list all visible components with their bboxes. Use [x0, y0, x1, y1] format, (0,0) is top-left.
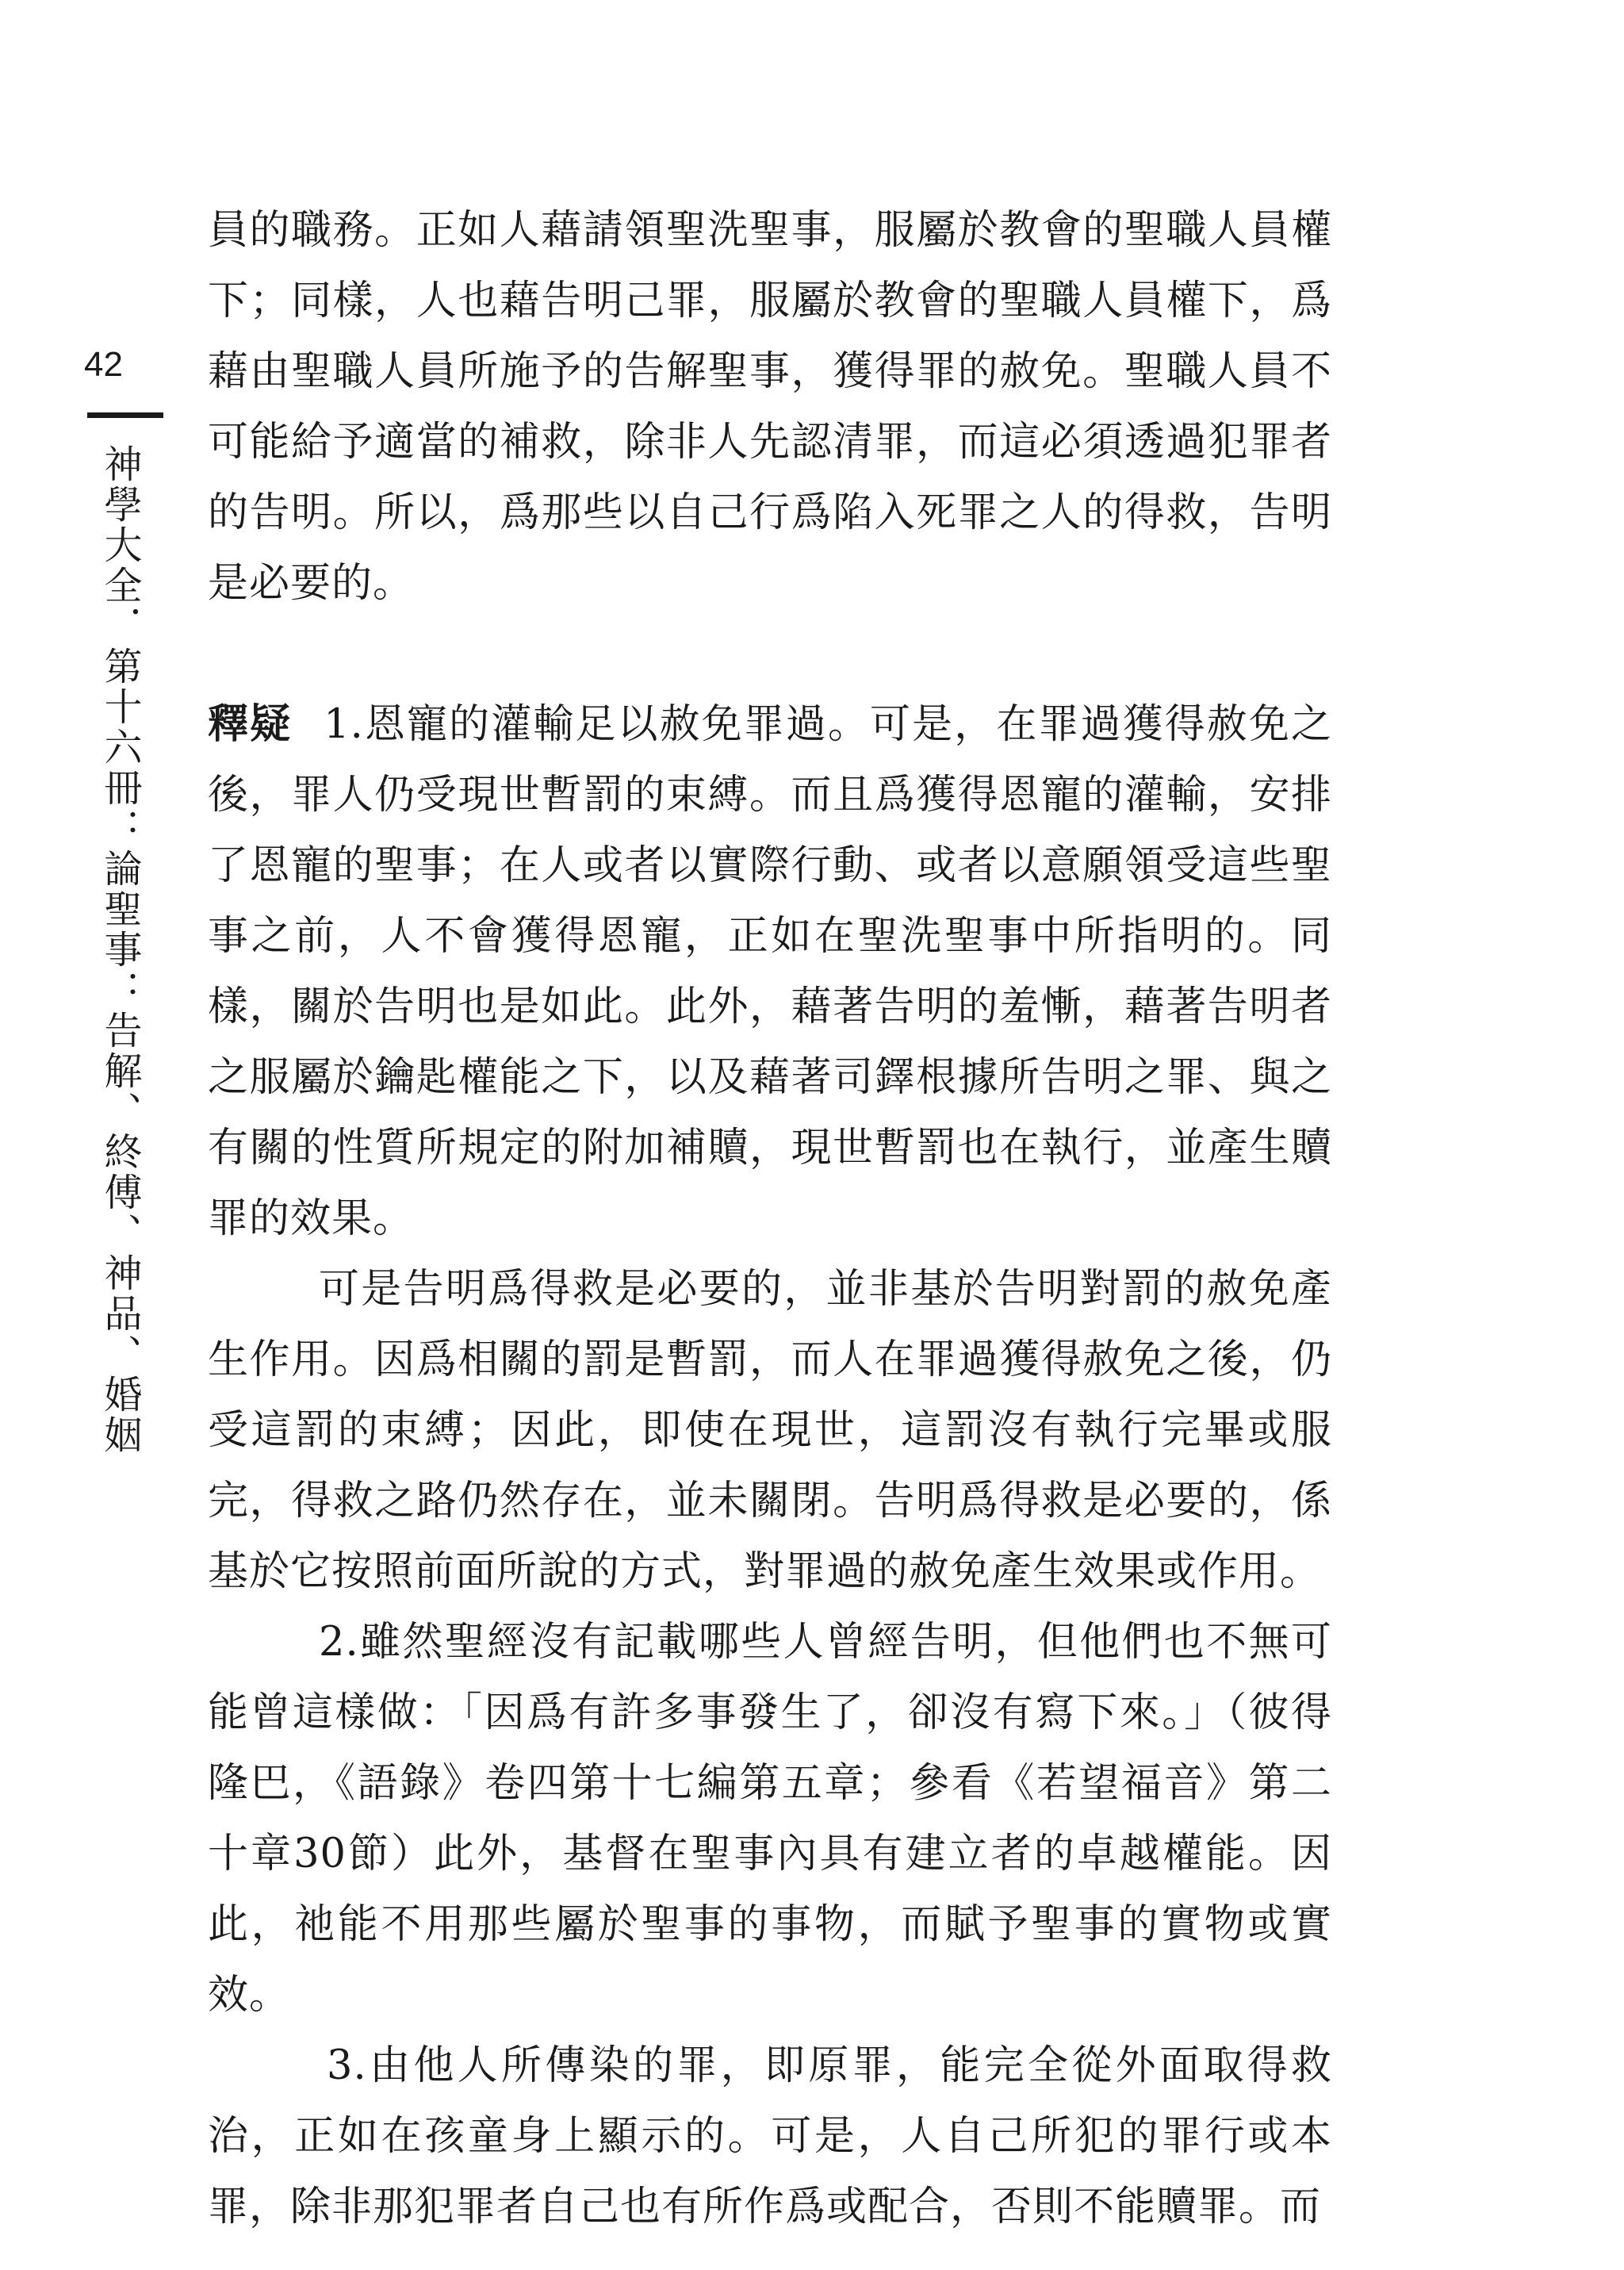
objection-reply-2: 2.雖然聖經沒有記載哪些人曾經告明，但他們也不無可能曾這樣做：「因爲有許多事發生了，卻沒有寫下來。」（彼得隆巴，《語錄》卷四第十七編第五章；參看《若望福音》第二十章30節）此外，基督在聖事內具有建立者的卓越權能。因此，祂能不用那些屬於聖事的事物，而賦予聖事的實物或實效。 — [208, 1619, 1332, 2019]
body-text — [208, 195, 1332, 2242]
paragraph-continuation: 可是告明爲得救是必要的，並非基於告明對罰的赦免產生作用。因爲相關的罰是暫罰，而人在罪過獲得赦免之後，仍受這罰的束縛；因此，即使在現世，這罰沒有執行完畢或服完，得救之路仍然存在，並未關閉。告明爲得救是必要的，係基於它按照前面所說的方式，對罪過的赦免產生效果或作用。 — [208, 1266, 1332, 1595]
objection-reply-1 — [208, 689, 1332, 1254]
objection-1-text: 1.恩寵的灌輸足以赦免罪過。可是，在罪過獲得赦免之後，罪人仍受現世暫罰的束縛。而且爲獲得恩寵的灌輸，安排了恩寵的聖事；在人或者以實際行動、或者以意願領受這些聖事之前，人不會獲得恩寵，正如在聖洗聖事中所指明的。同樣，關於告明也是如此。此外，藉著告明的羞慚，藉著告明者之服屬於鑰匙權能之下，以及藉著司鐸根據所告明之罪、與之有關的性質所規定的附加補贖，現世暫罰也在執行，並產生贖罪的效果。 — [208, 701, 1332, 1242]
paragraph-1: 員的職務。正如人藉請領聖洗聖事，服屬於教會的聖職人員權下；同樣，人也藉告明己罪，服屬於教會的聖職人員權下，爲藉由聖職人員所施予的告解聖事，獲得罪的赦免。聖職人員不可能給予適當的補救，除非人先認清罪，而這必須透過犯罪者的告明。所以，爲那些以自己行爲陷入死罪之人的得救，告明是必要的。 — [208, 207, 1332, 607]
objection-reply-3: 3.由他人所傳染的罪，即原罪，能完全從外面取得救治，正如在孩童身上顯示的。可是，人自己所犯的罪行或本罪，除非那犯罪者自己也有所作爲或配合，否則不能贖罪。而 — [208, 2042, 1332, 2230]
margin-rule — [87, 412, 163, 418]
page-number: 42 — [84, 345, 123, 384]
running-title: 神學大全．第十六冊：論聖事：告解、終傅、神品、婚姻 — [98, 444, 142, 1455]
objection-label: 釋疑 — [208, 701, 293, 748]
